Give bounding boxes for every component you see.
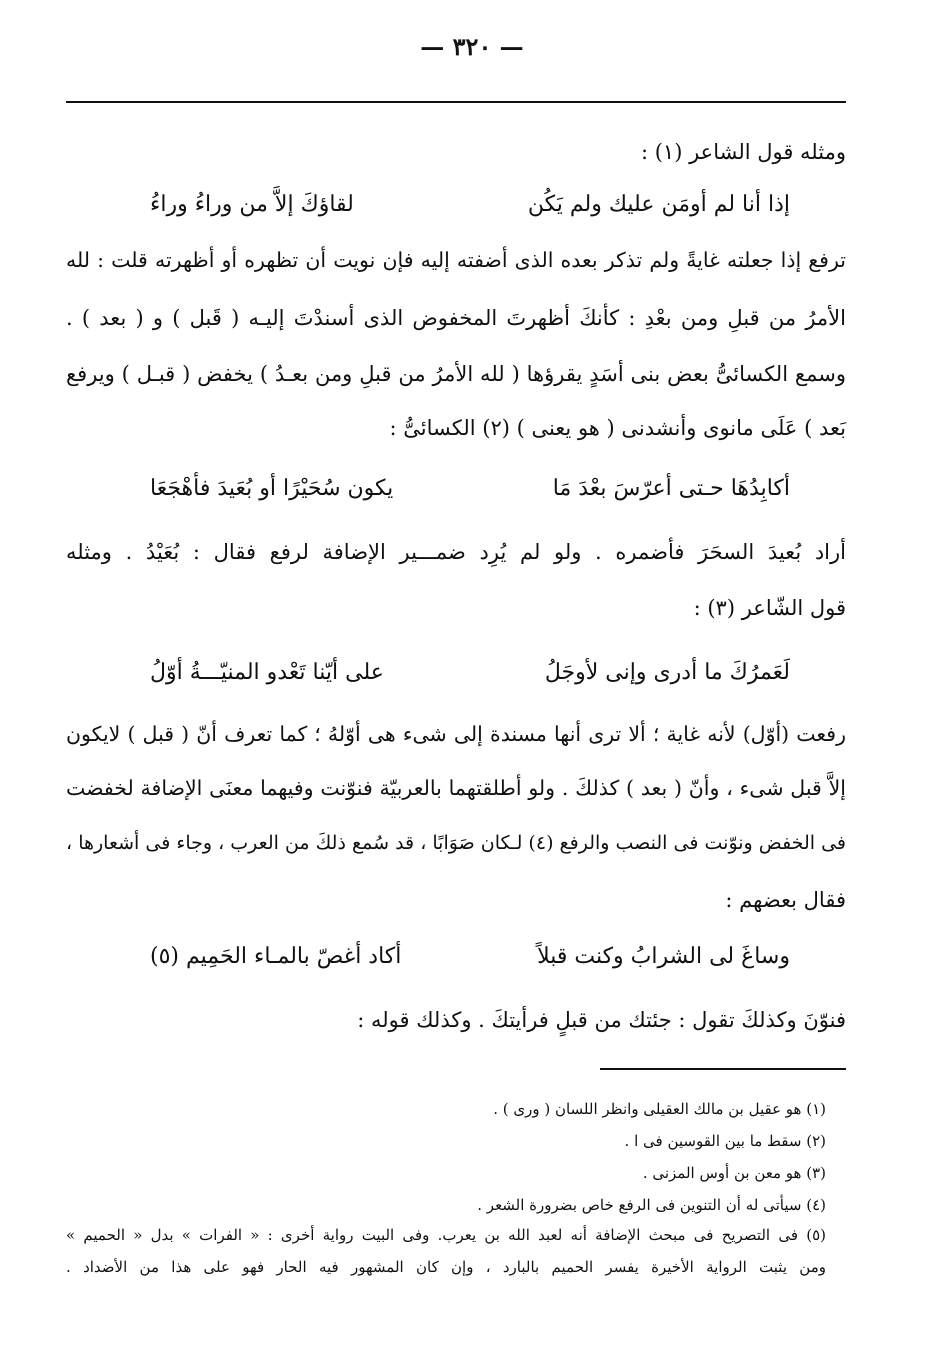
verse-1-first-hemistich: إذا أنا لم أومَن عليك ولم يَكُن: [527, 192, 790, 217]
verse-2-first-hemistich: أكابِدُهَا حـتى أعرّسَ بعْدَ مَا: [552, 476, 790, 501]
verse-2: [150, 476, 790, 501]
verse-3-second-hemistich: على أيّنا تَعْدو المنيّـــةُ أوّلُ: [150, 660, 384, 685]
text-line-1: ومثله قول الشاعر (١) :: [640, 140, 846, 164]
verse-3: [150, 660, 790, 685]
verse-2-second-hemistich: يكون سُحَيْرًا أو بُعَيدَ فأهْجَعَا: [150, 476, 394, 501]
text-line-4: وسمع الكسائىُّ بعض بنى أسَدٍ يقرؤها ( لله الأمرُ من قبلِ ومن بعـدُ ) يخفض ( قبـل ) ويرفع: [66, 362, 846, 386]
footnote-2: (٢) سقط ما بين القوسين فى ا .: [624, 1132, 826, 1150]
verse-1: [150, 192, 790, 217]
text-line-2: ترفع إذا جعلته غايةً ولم تذكر بعده الذى أضفته إليه فإن نويت أن تظهره أو أظهرته قلت : لله: [66, 248, 846, 272]
verse-1-second-hemistich: لقاؤكَ إلاَّ من وراءُ وراءُ: [150, 192, 354, 217]
text-line-7: قول الشّاعر (٣) :: [693, 596, 846, 620]
footnote-rule: [600, 1068, 846, 1070]
verse-3-first-hemistich: لَعَمرُكَ ما أدرى وإنى لأوجَلُ: [544, 660, 790, 685]
text-line-12: فنوّنَ وكذلكَ تقول : جئتك من قبلٍ فرأيتكَ . وكذلك قوله :: [357, 1008, 846, 1032]
text-line-8: رفعت (أوّل) لأنه غاية ؛ ألا ترى أنها مسندة إلى شىء هى أوّلهُ ؛ كما تعرف أنّ ( قبل ) لايكون: [66, 722, 846, 746]
text-line-10: فى الخفض ونوّنت فى النصب والرفع (٤) لـكان صَوَابًا ، قد سُمع ذلكَ من العرب ، وجاء فى أشعارها ،: [66, 832, 847, 854]
text-line-5: بَعد ) عَلَى مانوى وأنشدنى ( هو يعنى ) (٢) الكسائىُّ :: [389, 416, 846, 440]
footnote-1: (١) هو عقيل بن مالك العقيلى وانظر اللسان ( ورى ) .: [493, 1100, 826, 1118]
text-line-6: أراد بُعيدَ السحَرَ فأضمره . ولو لم يُرِد ضمـــير الإضافة لرفع فقال : بُعَيْدُ . ومثله: [66, 540, 846, 564]
text-line-9: إلاَّ قبل شىء ، وأنّ ( بعد ) كذلكَ . ولو أطلقتهما بالعربيّة فنوّنت وفيهما معنَى الإضافة لخفضت: [66, 776, 846, 800]
footnote-5-continued: ومن يثبت الرواية الأخيرة يفسر الحميم بالبارد ، وإن كان المشهور فيه الحار فهو على هذا من الأضداد .: [66, 1258, 826, 1276]
verse-4-first-hemistich: وساغَ لى الشرابُ وكنت قبلاً: [537, 944, 790, 969]
footnote-4: (٤) سيأتى له أن التنوين فى الرفع خاص بضرورة الشعر .: [477, 1196, 826, 1214]
footnote-5: (٥) فى التصريح فى مبحث الإضافة أنه لعبد الله بن يعرب. وفى البيت رواية أخرى : « الفرات » بدل « الحميم »: [66, 1226, 826, 1244]
text-line-3: الأمرُ من قبلِ ومن بعْدِ : كأنكَ أظهرتَ المخفوض الذى أسندْتَ إليـه ( قَبل ) و ( بعد ) .: [66, 306, 846, 330]
header-rule: [66, 101, 846, 103]
footnote-3: (٣) هو معن بن أوس المزنى .: [642, 1164, 826, 1182]
page-number: — ٣٢٠ —: [420, 32, 524, 61]
text-line-11: فقال بعضهم :: [725, 888, 846, 912]
verse-4: [150, 944, 790, 969]
verse-4-second-hemistich: أكاد أغصّ بالمـاء الحَمِيم (٥): [150, 944, 402, 969]
